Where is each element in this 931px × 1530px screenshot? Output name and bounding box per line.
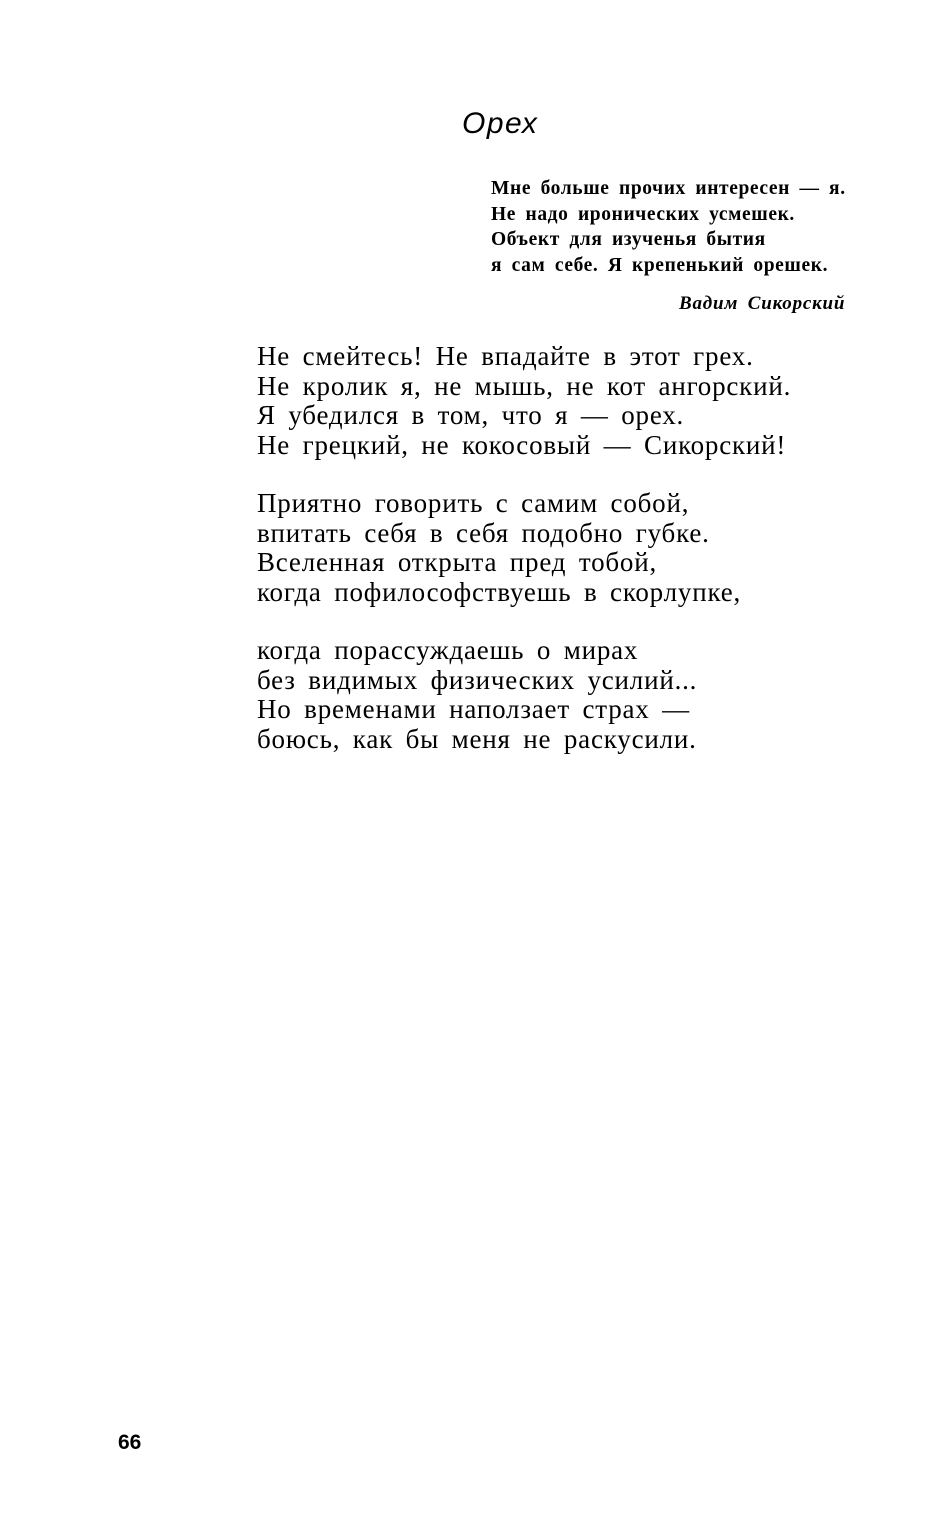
epigraph-line: Не надо иронических усмешек. — [491, 203, 795, 225]
stanza-3 — [257, 636, 897, 754]
poem-line: Не смейтесь! Не впадайте в этот грех. — [257, 341, 754, 371]
stanza-2 — [257, 489, 897, 607]
poem-line: боюсь, как бы меня не раскусили. — [257, 723, 697, 754]
poem-line: Не грецкий, не кокосовый — Сикорский! — [257, 429, 787, 460]
poem-line: впитать себя в себя подобно губке. — [257, 517, 710, 548]
poem-line: Приятно говорить с самим собой, — [257, 488, 690, 518]
page-number: 66 — [118, 1431, 142, 1454]
poem-line: Но временами наползает страх — — [257, 694, 690, 724]
poem-line: Вселенная открыта пред тобой, — [257, 547, 658, 577]
poem-title: Орех — [462, 107, 539, 140]
stanza-1 — [257, 342, 897, 460]
poem-line: без видимых физических усилий... — [257, 664, 698, 695]
poem-line: Я убедился в том, что я — орех. — [257, 400, 685, 430]
epigraph — [491, 176, 911, 278]
poem-line: Не кролик я, не мышь, не кот ангорский. — [257, 370, 792, 401]
poem-line: когда порассуждаешь о мирах — [257, 635, 639, 665]
epigraph-line: я сам себе. Я крепенький орешек. — [491, 254, 829, 276]
poem-body — [257, 342, 897, 783]
epigraph-line: Мне больше прочих интересен — я. — [491, 178, 846, 199]
poem-line: когда пофилософствуешь в скорлупке, — [257, 576, 742, 607]
epigraph-author: Вадим Сикорский — [679, 293, 846, 314]
epigraph-line: Объект для изученья бытия — [491, 229, 766, 250]
